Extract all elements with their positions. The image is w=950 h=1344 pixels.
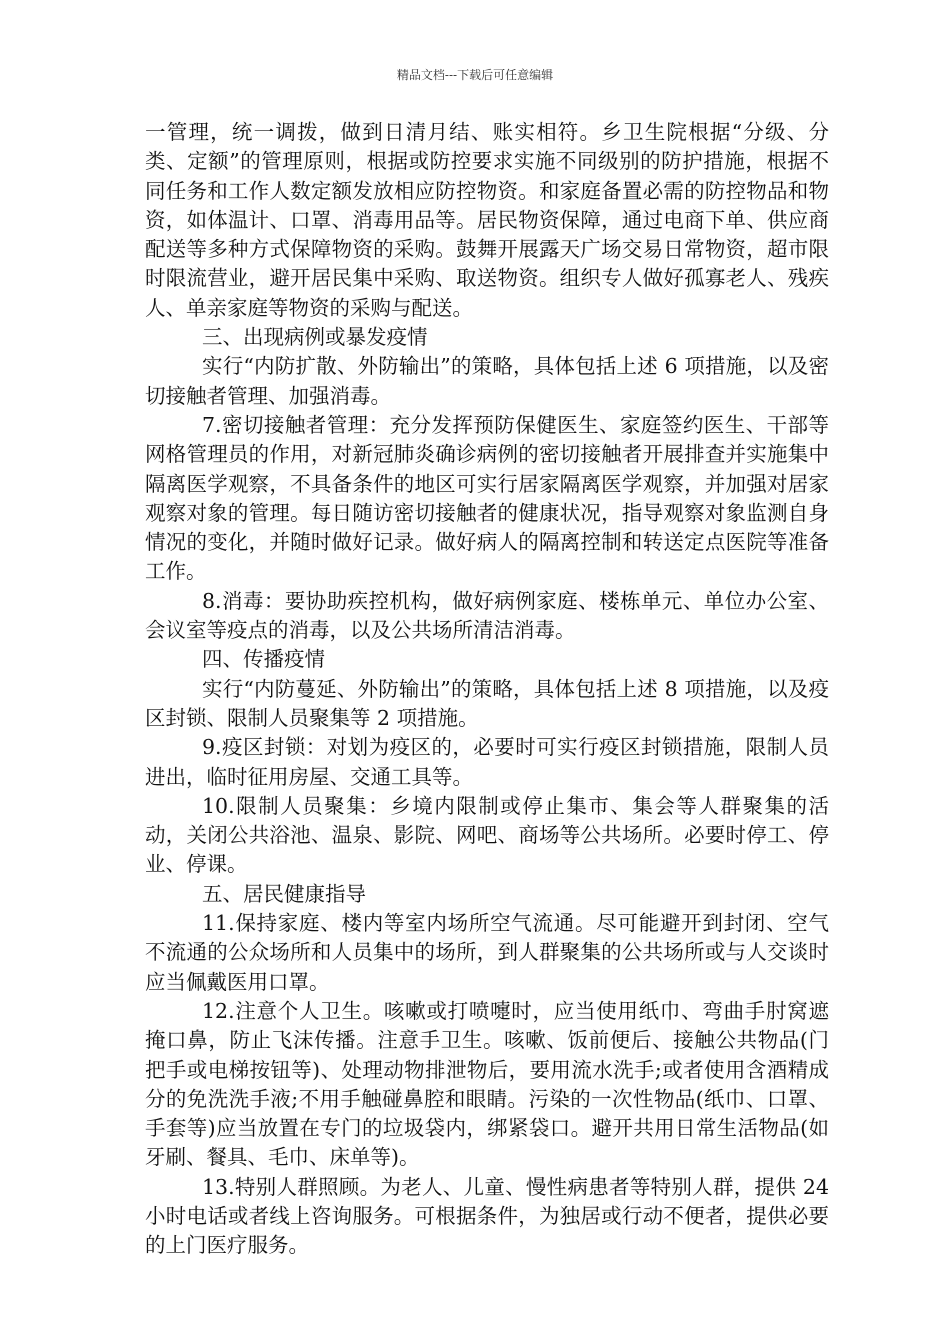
document-body (145, 118, 829, 1261)
paragraph: 11.保持家庭、楼内等室内场所空气流通。尽可能避开到封闭、空气不流通的公众场所和人员集中的场所，到人群聚集的公共场所或与人交谈时应当佩戴医用口罩。 (145, 911, 829, 994)
section-heading: 五、居民健康指导 (202, 881, 366, 906)
paragraph: 10.限制人员聚集：乡境内限制或停止集市、集会等人群聚集的活动，关闭公共浴池、温泉、影院、网吧、商场等公共场所。必要时停工、停业、停课。 (145, 793, 829, 877)
paragraph: 实行“内防扩散、外防输出”的策略，具体包括上述 6 项措施，以及密切接触者管理、加强消毒。 (145, 354, 829, 408)
paragraph: 8.消毒：要协助疾控机构，做好病例家庭、楼栋单元、单位办公室、会议室等疫点的消毒，以及公共场所清洁消毒。 (145, 588, 829, 643)
paragraph: 9.疫区封锁：对划为疫区的，必要时可实行疫区封锁措施，限制人员进出，临时征用房屋、交通工具等。 (145, 735, 829, 789)
paragraph: 实行“内防蔓延、外防输出”的策略，具体包括上述 8 项措施，以及疫区封锁、限制人员聚集等 2 项措施。 (145, 676, 829, 730)
page-header: 精品文档---下载后可任意编辑 (396, 68, 554, 82)
section-heading: 三、出现病例或暴发疫情 (202, 325, 428, 350)
section-heading: 四、传播疫情 (202, 647, 325, 672)
paragraph: 一管理，统一调拨，做到日清月结、账实相符。乡卫生院根据“分级、分类、定额”的管理原则，根据或防控要求实施不同级别的防护措施，根据不同任务和工作人数定额发放相应防控物资。和家庭备置必需的防控物品和物资，如体温计、口罩、消毒用品等。居民物资保障，通过电商下单、供应商配送等多种方式保障物资的采购。鼓舞开展露天广场交易日常物资，超市限时限流营业，避开居民集中采购、取送物资。组织专人做好孤寡老人、残疾人、单亲家庭等物资的采购与配送。 (145, 120, 829, 320)
paragraph: 13.特别人群照顾。为老人、儿童、慢性病患者等特别人群，提供 24 小时电话或者线上咨询服务。可根据条件，为独居或行动不便者，提供必要的上门医疗服务。 (145, 1174, 829, 1258)
paragraph: 7.密切接触者管理：充分发挥预防保健医生、家庭签约医生、干部等网格管理员的作用，对新冠肺炎确诊病例的密切接触者开展排查并实施集中隔离医学观察，不具备条件的地区可实行居家隔离医学观察，并加强对居家观察对象的管理。每日随访密切接触者的健康状况，指导观察对象监测自身情况的变化，并随时做好记录。做好病人的隔离控制和转送定点医院等准备工作。 (145, 412, 829, 584)
paragraph: 12.注意个人卫生。咳嗽或打喷嚏时，应当使用纸巾、弯曲手肘窝遮掩口鼻，防止飞沫传播。注意手卫生。咳嗽、饭前便后、接触公共物品(门把手或电梯按钮等)、处理动物排泄物后，要用流水洗手;或者使用含酒精成分的免洗洗手液;不用手触碰鼻腔和眼睛。污染的一次性物品(纸巾、口罩、手套等)应当放置在专门的垃圾袋内，绑紧袋口。避开共用日常生活物品(如牙刷、餐具、毛巾、床单等)。 (145, 998, 829, 1170)
